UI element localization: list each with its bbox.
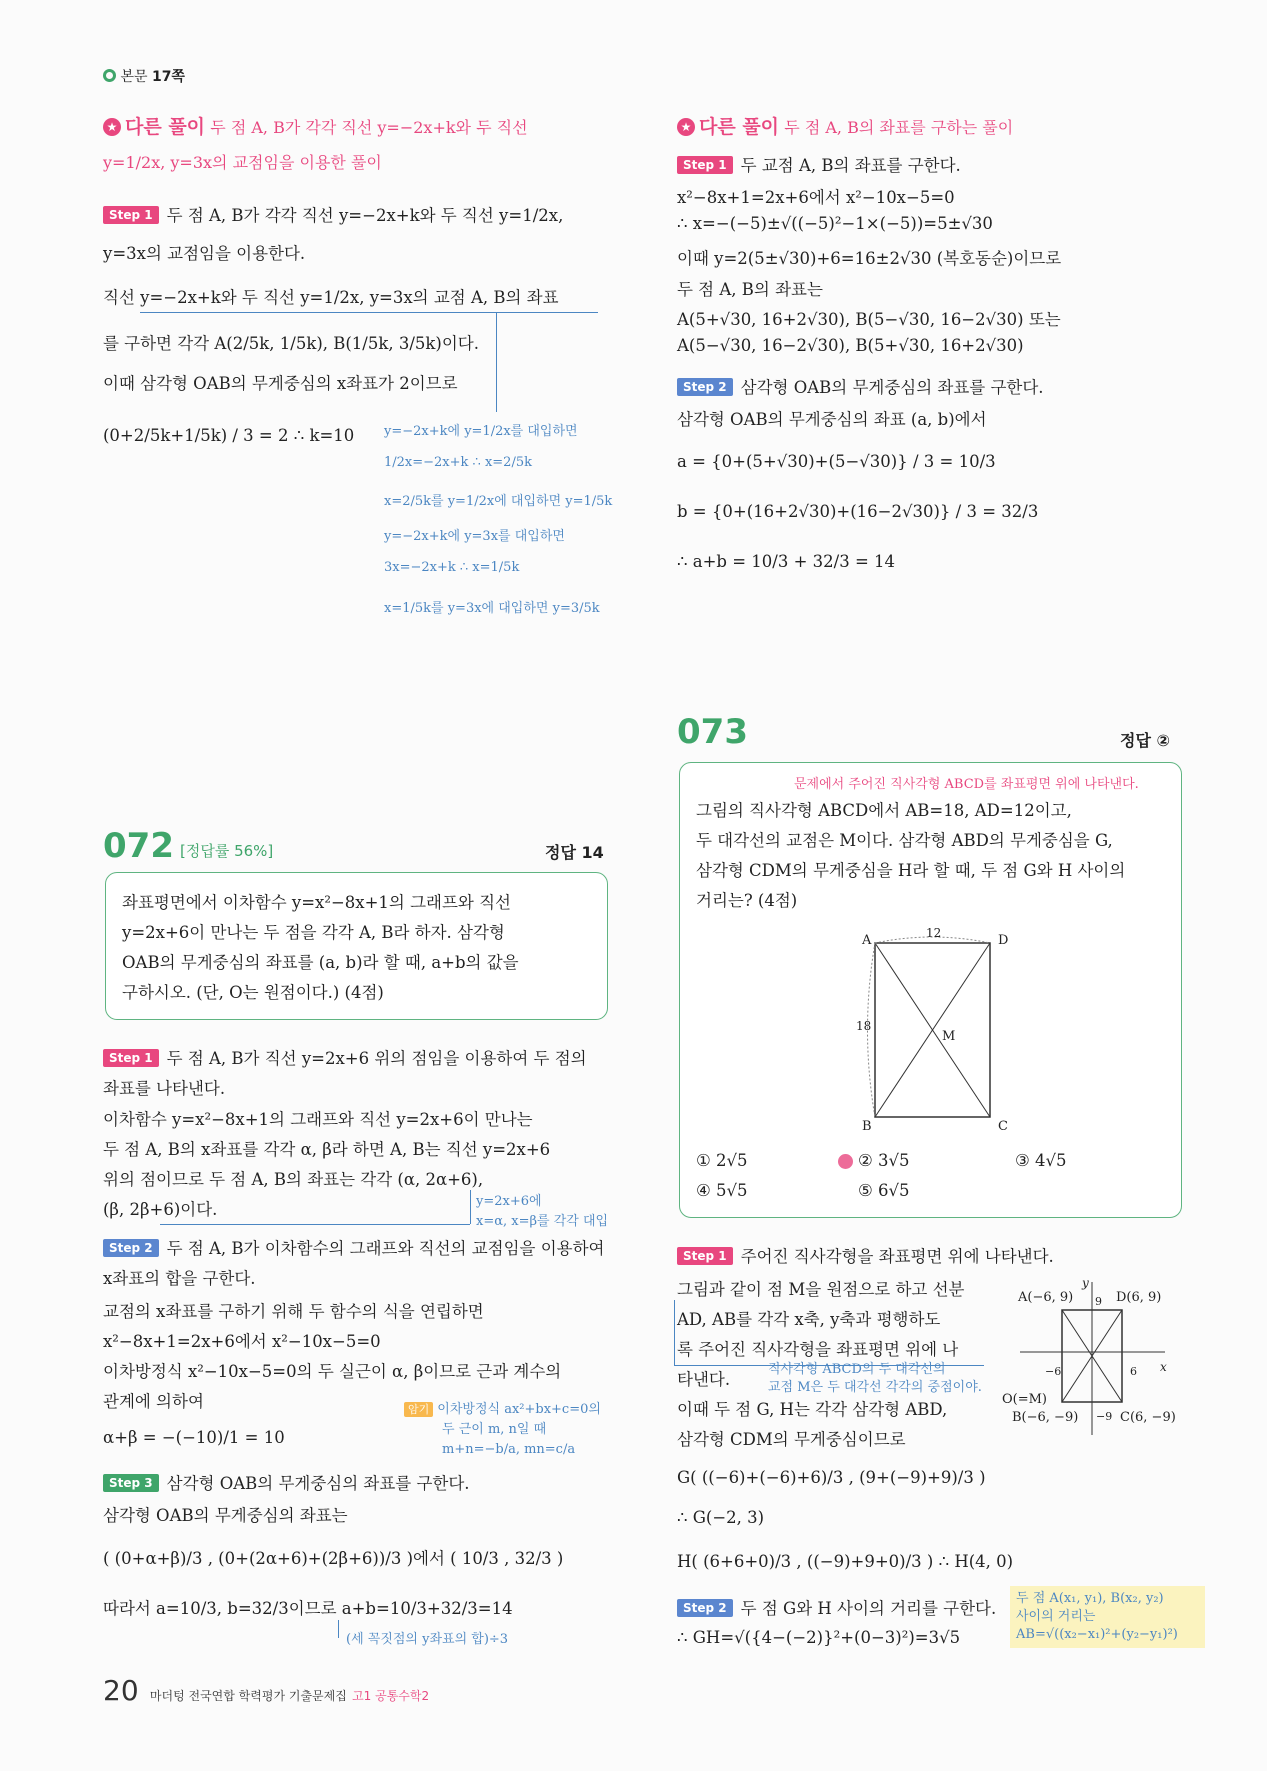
- choice-1[interactable]: ① 2√5: [696, 1151, 748, 1170]
- choice-3[interactable]: ③ 4√5: [1015, 1151, 1067, 1170]
- star-icon: ★: [677, 118, 695, 136]
- distance-formula-memo: 두 점 A(x₁, y₁), B(x₂, y₂) 사이의 거리는 AB=√((x₂−x₁)²+(y₂−y₁)²): [1010, 1586, 1205, 1648]
- page-reference: 본문 17쪽: [103, 66, 185, 86]
- question-box: 좌표평면에서 이차함수 y=x²−8x+1의 그래프와 직선 y=2x+6이 만나는 두 점을 각각 A, B라 하자. 삼각형 OAB의 무게중심의 좌표를 (a, b)라 할 때, a+b의 값을 구하시오. (단, O는 원점이다.) (4점): [105, 872, 608, 1020]
- check-mark-icon: [838, 1154, 853, 1169]
- rectangle-figure: [850, 923, 1030, 1133]
- footer: 20 마더텅 전국연합 학력평가 기출문제집 고1 공통수학2: [103, 1674, 430, 1707]
- choice-4[interactable]: ④ 5√5: [696, 1181, 748, 1200]
- question-box: 문제에서 주어진 직사각형 ABCD를 좌표평면 위에 나타낸다. 그림의 직사각형 ABCD에서 AB=18, AD=12이고, 두 대각선의 교점은 M이다. 삼각형 ABD의 무게중심을 G, 삼각형 CDM의 무게중심을 H라 할 때, 두 점 G와 H 사이의 거리는? (4점) A D B C M 12 18 ① 2√5 ② 3√5 ③ 4√5 ④ 5√5 ⑤ 6√5: [679, 762, 1182, 1218]
- choice-2[interactable]: ② 3√5: [858, 1151, 910, 1170]
- circle-icon: [103, 69, 116, 82]
- star-icon: ★: [103, 118, 121, 136]
- choice-5[interactable]: ⑤ 6√5: [858, 1181, 910, 1200]
